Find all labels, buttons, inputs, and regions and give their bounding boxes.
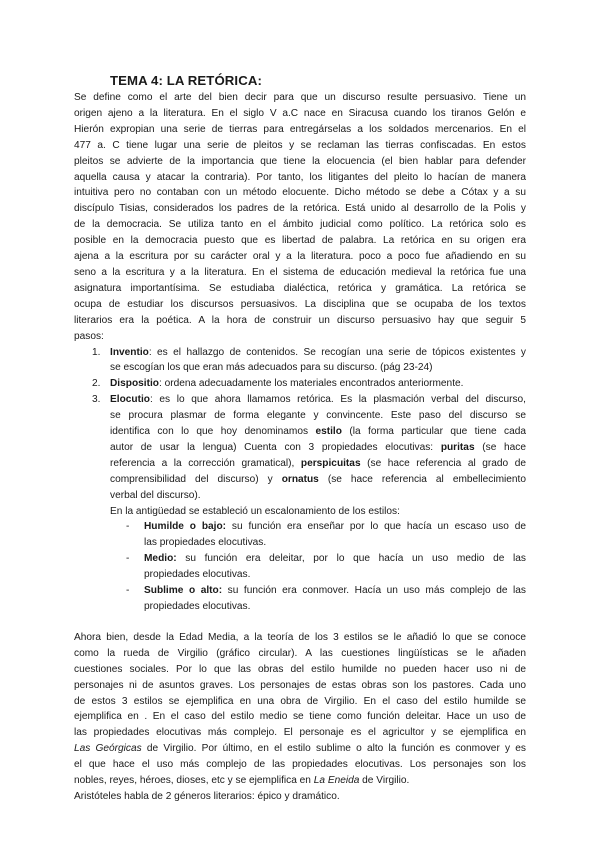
styles-list [74,519,526,614]
closing-line: Aristóteles habla de 2 géneros literarios: épico y dramático. [74,790,340,802]
styles-intro: En la antigüedad se estableció un escalonamiento de los estilos: [110,505,400,517]
work-eneida: La Eneida [313,775,360,787]
text-line: literarios era la poética. A la hora de construir un discurso persuasivo hay que seguir 5 [74,314,526,326]
list-item-sublime: - Sublime o alto: su función era conmover. Hacía un uso más complejo de las propiedades elocutivas. [126,585,526,612]
text-line: origen ajeno a la literatura. En el siglo V a.C nace en Siracusa cuando los tiranos Gelón e [74,107,526,119]
text-line: posible en la democracia puesto que es libertad de palabra. La retórica en su origen era [74,235,526,247]
text-line: Se define como el arte del bien decir para que un discurso resulte persuasivo. Tiene un [74,92,526,103]
text-line: Ahora bien, desde la Edad Media, a la teoría de los 3 estilos se le añadió lo que se conoce [74,631,526,643]
text-line: ocupa de estudiar los discursos persuasivos. La disciplina que se ocupaba de los textos [74,298,526,310]
text-line: el que hace el uso más complejo de las propiedades elocutivas. Los personajes son los [74,759,526,771]
text-line: intuitiva pero no contaban con un método elocuente. Dicho método se debe a Cótax y a su [74,187,526,199]
term-sublime: Sublime o alto: [144,585,223,597]
list-item-elocutio: 3. Elocutio: es lo que ahora llamamos retórica. Es la plasmación verbal del discurso, se procura plasmar de forma elegante y convincente. Este paso del discurso se identifica con lo que hoy denominamos estilo (la forma particular que tiene cada autor de usar la lengua) Cuenta con 3 propiedades elocutivas: puritas (se hace referencia a la corrección gramatical), perspicuitas (se hace referencia al grado de comprensibilidad del discurso) y ornatus (se hace referencia al embellecimiento verbal del discurso). [92,394,526,501]
text-line: 477 a. C tiene lugar una serie de pleitos y se reclaman las tierras confiscadas. En estos [74,139,526,151]
text-line: personajes ni de asuntos graves. Los personajes de estas obras son los pastores. Cada uno [74,679,526,691]
list-item-inventio: 1. Inventio: es el hallazgo de contenidos. Se recogían una serie de tópicos existentes y se escogían los que eran más adecuados para su discurso. (pág 23-24) [92,346,526,374]
term-puritas: puritas [440,441,475,453]
list-item-humilde: - Humilde o bajo: su función era enseñar por lo que hacía un escaso uso de las propiedades elocutivas. [126,521,526,549]
text-line: de la democracia. Se utiliza tanto en el ámbito judicial como político. La retórica solo es [74,219,526,231]
text-line: como la rueda de Virgilio (gráfico circular). A las cuestiones lingüísticas se le añaden [74,647,526,659]
text-line: ejemplifica en . En el caso del estilo medio se tiene como función deleitar. Hace un uso de [74,711,526,723]
page-title: TEMA 4: LA RETÓRICA: [110,73,262,88]
text-line: cuestiones sociales. Por lo que las obras del estilo humilde no pueden hacer uso ni de [74,663,526,675]
second-paragraph: Ahora bien, desde la Edad Media, a la teoría de los 3 estilos se le añadió lo que se conoce como la rueda de Virgilio (gráfico circular). A las cuestiones lingüísticas se le añaden cuestiones sociales. Por lo que las obras del estilo humilde no pueden hacer uso ni de personajes ni de asuntos graves. Los personajes de estas obras son los pastores. Cada uno de estos 3 estilos se ejemplifica en una obra de Virgilio. En el caso del estilo humilde se ejemplifica en . En el caso del estilo medio se tiene como función deleitar. Hace un uso de las propiedades elocutivas más complejo. El personaje es el agricultor y se ejemplifica en Las Geórgicas de Virgilio. Por último, en el estilo sublime o alto la función es conmover y es el que hace el uso más complejo de las propiedades elocutivas. Los personajes son los nobles, reyes, héroes, dioses, etc y se ejemplifica en La Eneida de Virgilio. [74,631,526,787]
list-number: 2. [92,378,101,390]
text-line: pasos: [74,330,104,342]
text-line: seno a la escritura y a la literatura. En el sistema de educación medieval la retórica fue una [74,266,526,278]
term-elocutio: Elocutio [110,394,150,406]
term-ornatus: ornatus [281,473,319,485]
text-line: de estos 3 estilos se ejemplifica en una obra de Virgilio. En el caso del estilo humilde se [74,695,526,707]
term-medio: Medio: [144,553,177,565]
text-line: aquella causa y atacar la contraria). Por tanto, los litigantes del pleito lo hacían de manera [74,171,526,183]
text-line: las propiedades elocutivas más complejo. El personaje es el agricultor y se ejemplifica en [74,727,526,739]
text-line: Hierón expropian una serie de tierras para entregárselas a los soldados mercenarios. En el [74,123,526,135]
list-number: 3. [92,394,101,406]
list-item-medio: - Medio: su función era deleitar, por lo que hacía un uso medio de las propiedades elocutivas. [126,553,526,581]
document-body [74,90,526,805]
intro-paragraph [74,90,526,345]
text-line: asignatura importantísima. Se estudiaba dialéctica, retórica y gramática. La retórica se [74,282,526,294]
text-line: ajena a la escritura por su carácter oral y a la literatura. poco a poco fue añadiendo en su [74,251,526,263]
steps-list [74,345,526,504]
term-perspicuitas: perspicuitas [300,457,361,469]
text-line: pleitos se advierte de la importancia que tiene la elocuencia (el bien hablar para defender [74,155,526,167]
term-estilo: estilo [315,426,342,438]
list-number: 1. [92,346,101,358]
term-humilde: Humilde o bajo: [144,521,227,533]
term-dispositio: Dispositio [110,378,159,390]
work-georgicas: Las Geórgicas [74,743,142,755]
text-line: discípulo Tisias, considerados los padres de la retórica. Está unido al desarrollo de la Polis y [74,203,526,215]
term-inventio: Inventio [110,346,149,358]
list-item-dispositio: 2. Dispositio: ordena adecuadamente los materiales encontrados anteriormente. [74,376,526,392]
